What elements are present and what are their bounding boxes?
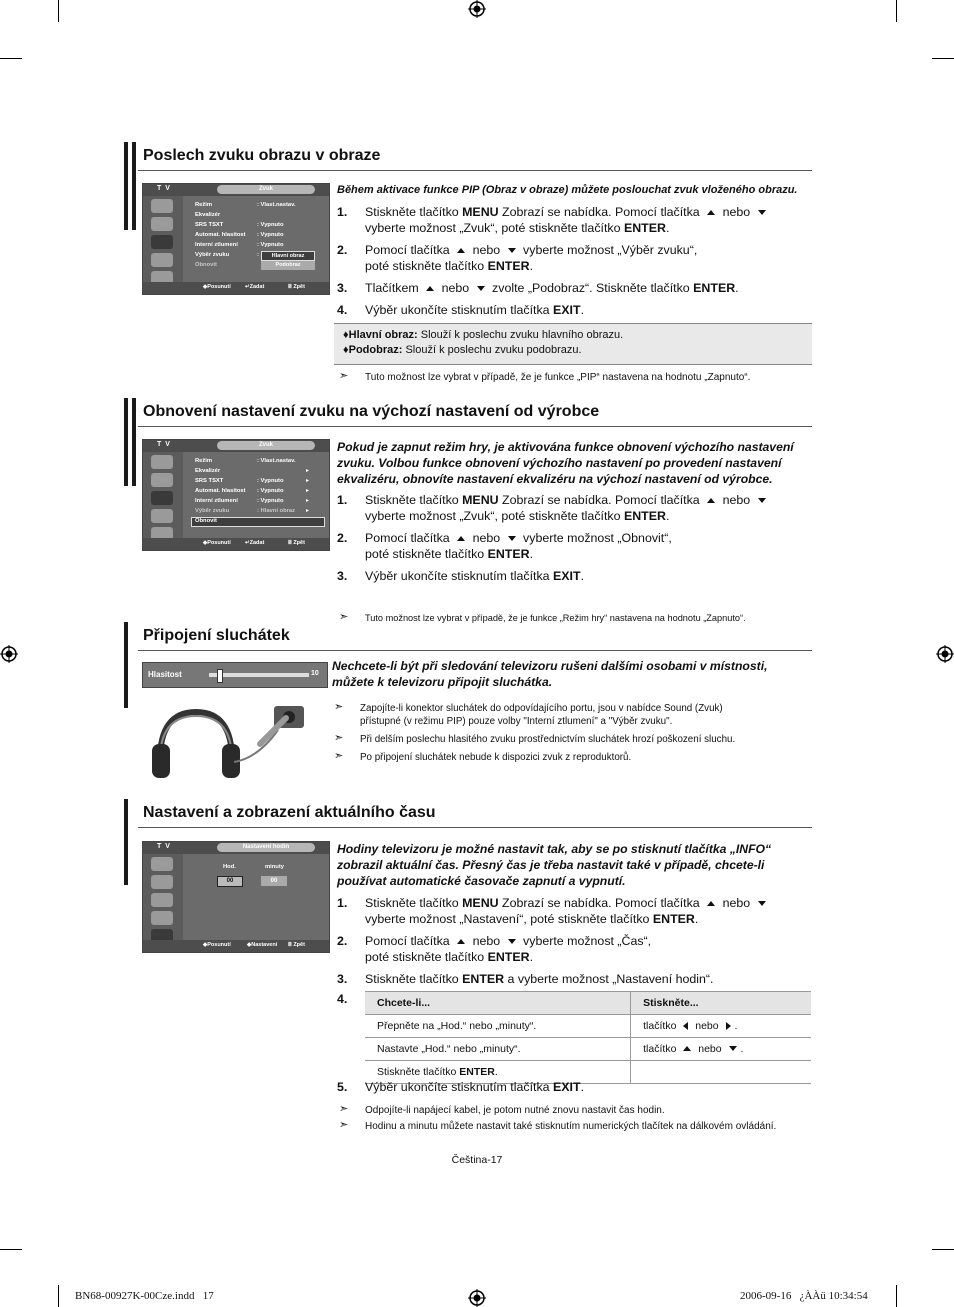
minute-field: 00 xyxy=(261,876,287,886)
osd-menu-title: Nastavení hodin xyxy=(217,843,315,852)
crop-mark xyxy=(58,0,59,22)
popup-option: Podobraz xyxy=(261,261,315,270)
osd-tv-label: T V xyxy=(157,441,171,448)
registration-mark-icon xyxy=(936,645,954,663)
note: ➣ Tuto možnost lze vybrat v případě, že je funkce „Režim hry“ nastavena na hodnotu „Zapnuto“. xyxy=(339,611,746,623)
crop-mark xyxy=(896,1285,897,1307)
chevron-right-icon: ▸ xyxy=(305,478,309,484)
section-bar xyxy=(124,398,128,486)
down-arrow-icon xyxy=(508,248,516,253)
table-row: Přepněte na „Hod.“ nebo „minuty“. tlačítko nebo . xyxy=(365,1015,811,1038)
steps-list xyxy=(337,492,812,590)
table-header: Stiskněte... xyxy=(631,992,811,1015)
table-row: Stiskněte tlačítko ENTER. xyxy=(365,1061,811,1084)
step: 1. Stiskněte tlačítko MENU Zobrazí se nabídka. Pomocí tlačítka nebo vyberte možnost „Zvuk“, poté stiskněte tlačítko ENTER. xyxy=(337,204,812,236)
note-arrow-icon: ➣ xyxy=(339,611,349,623)
section-divider xyxy=(138,827,812,828)
volume-label: Hlasitost xyxy=(148,670,182,679)
osd-menu-title: Zvuk xyxy=(217,441,315,450)
note-arrow-icon: ➣ xyxy=(334,750,344,762)
minute-label: minuty xyxy=(265,864,285,870)
osd-hint: ◆Posunutí xyxy=(203,284,231,290)
up-arrow-icon xyxy=(683,1046,691,1051)
osd-row: Automat. hlasitost : Vypnuto xyxy=(195,232,284,238)
osd-row-selected: Obnovit xyxy=(195,518,217,524)
osd-row: Výběr zvuku : xyxy=(195,252,259,258)
right-arrow-icon xyxy=(726,1022,731,1030)
section-divider xyxy=(138,426,812,427)
sound-icon xyxy=(151,235,173,249)
volume-bar xyxy=(209,673,309,677)
step: 3. Tlačítkem nebo zvolte „Podobraz“. Stiskněte tlačítko ENTER. xyxy=(337,281,739,295)
hour-field: 00 xyxy=(217,876,243,887)
crop-mark xyxy=(932,1249,954,1250)
osd-row: Ekvalizér xyxy=(195,212,221,218)
note: ➣ Odpojíte-li napájecí kabel, je potom nutné znovu nastavit čas hodin. xyxy=(339,1103,665,1116)
note: ➣ Při delším poslechu hlasitého zvuku prostřednictvím sluchátek hrozí poškození sluchu. xyxy=(334,732,736,745)
setup-icon xyxy=(151,253,173,267)
crop-mark xyxy=(896,0,897,22)
section-intro: Pokud je zapnut režim hry, je aktivována funkce obnovení výchozího nastavení zvuku. Volbou funkce obnovení výchozího nastavení po provedení nastavení ekvalizéru, obnovíte nastavení ekvalizéru na výchozí nastavení od výrobce. xyxy=(337,440,794,486)
step: 3. Výběr ukončíte stisknutím tlačítka EXIT. xyxy=(337,569,585,583)
up-arrow-icon xyxy=(426,286,434,291)
osd-row: Interní ztlumení : Vypnuto xyxy=(195,498,284,504)
section-bar xyxy=(132,142,136,230)
osd-row: Režim : Vlast.nastav. xyxy=(195,202,296,208)
note-arrow-icon: ➣ xyxy=(334,732,344,744)
tv-clock-menu xyxy=(142,841,330,953)
crop-mark xyxy=(0,58,22,59)
osd-row: Interní ztlumení : Vypnuto xyxy=(195,242,284,248)
left-arrow-icon xyxy=(683,1022,688,1030)
channel-icon xyxy=(151,217,173,231)
section-bar xyxy=(132,398,136,486)
osd-menu-title: Zvuk xyxy=(217,185,315,194)
up-arrow-icon xyxy=(707,901,715,906)
crop-mark xyxy=(932,58,954,59)
volume-slider-handle xyxy=(217,669,223,683)
setup-icon xyxy=(151,509,173,523)
note-arrow-icon: ➣ xyxy=(339,1119,349,1131)
down-arrow-icon xyxy=(758,210,766,215)
section-intro: Hodiny televizoru je možné nastavit tak, aby se po stisknutí tlačítka „INFO“ zobrazil aktuální čas. Přesný čas je třeba nastavit také v případě, chcete-li používat automatické časovače zapnutí a vypnutí. xyxy=(337,842,772,888)
note: ➣ Zapojíte-li konektor sluchátek do odpovídajícího portu, jsou v nabídce Sound (Zvuk) přístupné (v režimu PIP) pouze volby "Interní ztlumení" a "Výběr zvuku". xyxy=(334,701,723,727)
down-arrow-icon xyxy=(758,901,766,906)
picture-icon xyxy=(151,199,173,213)
step: 1. Stiskněte tlačítko MENU Zobrazí se nabídka. Pomocí tlačítka nebo vyberte možnost „Nastavení“, poté stiskněte tlačítko ENTER. xyxy=(337,895,812,927)
tv-sound-menu xyxy=(142,439,330,551)
chevron-right-icon: ▸ xyxy=(305,508,309,514)
step: 5. Výběr ukončíte stisknutím tlačítka EXIT. xyxy=(337,1080,585,1094)
tv-sound-menu xyxy=(142,183,330,295)
osd-tv-label: T V xyxy=(157,843,171,850)
step: 4. Výběr ukončíte stisknutím tlačítka EXIT. xyxy=(337,303,585,317)
crop-mark xyxy=(58,1285,59,1307)
section-divider xyxy=(138,170,812,171)
file-slug: BN68-00927K-00Cze.indd 17 xyxy=(75,1290,214,1302)
section-bar xyxy=(124,622,128,708)
step: 4. Chcete-li... Stiskněte... Přepněte na „Hod.“ nebo „minuty“. tlačítko nebo . Nastavte „Hod.“ nebo „minuty“. tlačítko nebo . Stiskněte tlačítko ENTER. xyxy=(337,991,812,1073)
step: 2. Pomocí tlačítka nebo vyberte možnost „Výběr zvuku“, poté stiskněte tlačítko ENTER. xyxy=(337,243,698,273)
channel-icon xyxy=(151,875,173,889)
up-arrow-icon xyxy=(707,498,715,503)
note: ➣ Tuto možnost lze vybrat v případě, že je funkce „PIP“ nastavena na hodnotu „Zapnuto“. xyxy=(339,370,751,383)
osd-row: SRS TSXT : Vypnuto xyxy=(195,478,284,484)
up-arrow-icon xyxy=(457,536,465,541)
date-slug: 2006-09-16 ¿ÀÀü 10:34:54 xyxy=(740,1290,868,1302)
step: 2. Pomocí tlačítka nebo vyberte možnost „Obnovit“, poté stiskněte tlačítko ENTER. xyxy=(337,531,672,561)
osd-hint: ↵Zadat xyxy=(245,540,265,546)
volume-osd xyxy=(142,662,328,688)
chevron-right-icon: ▸ xyxy=(305,468,309,474)
picture-icon xyxy=(151,455,173,469)
osd-row: Režim : Vlast.nastav. xyxy=(195,458,296,464)
volume-value: 10 xyxy=(311,670,319,677)
step: 3. Stiskněte tlačítko ENTER a vyberte možnost „Nastavení hodin“. xyxy=(337,972,714,986)
input-icon xyxy=(151,911,173,925)
channel-icon xyxy=(151,473,173,487)
osd-hint: ◆Posunutí xyxy=(203,942,231,948)
chevron-right-icon: ▸ xyxy=(305,488,309,494)
section-title: Nastavení a zobrazení aktuálního času xyxy=(143,804,436,821)
note-arrow-icon: ➣ xyxy=(339,370,349,382)
hour-label: Hod. xyxy=(223,864,236,870)
osd-hint: Ⅲ Zpět xyxy=(288,540,305,546)
step: 2. Pomocí tlačítka nebo vyberte možnost „Čas“, poté stiskněte tlačítko ENTER. xyxy=(337,934,652,964)
down-arrow-icon xyxy=(477,286,485,291)
registration-mark-icon xyxy=(468,0,486,18)
info-item: ♦Hlavní obraz: Slouží k poslechu zvuku hlavního obrazu. xyxy=(343,329,624,341)
section-title: Obnovení nastavení zvuku na výchozí nastavení od výrobce xyxy=(143,403,600,420)
headphones-icon xyxy=(148,700,328,784)
steps-list xyxy=(337,204,812,324)
down-arrow-icon xyxy=(729,1046,737,1051)
notes-list xyxy=(337,1104,812,1138)
osd-tv-label: T V xyxy=(157,185,171,192)
notes-list xyxy=(332,702,812,769)
sound-icon xyxy=(151,893,173,907)
section-intro: Nechcete-li být při sledování televizoru rušeni dalšími osobami v místnosti, můžete k televizoru připojit sluchátka. xyxy=(332,659,768,689)
osd-hint: ↵Zadat xyxy=(245,284,265,290)
registration-mark-icon xyxy=(468,1289,486,1307)
up-arrow-icon xyxy=(707,210,715,215)
section-title: Připojení sluchátek xyxy=(143,627,290,644)
down-arrow-icon xyxy=(758,498,766,503)
osd-row: Ekvalizér xyxy=(195,468,221,474)
osd-row: SRS TSXT : Vypnuto xyxy=(195,222,284,228)
section-bar xyxy=(124,142,128,230)
chevron-right-icon: ▸ xyxy=(305,498,309,504)
note-arrow-icon: ➣ xyxy=(334,701,344,713)
up-arrow-icon xyxy=(457,248,465,253)
controls-table xyxy=(365,991,811,1084)
osd-hint: Ⅲ Zpět xyxy=(288,284,305,290)
note-arrow-icon: ➣ xyxy=(339,1103,349,1115)
popup-option-selected: Hlavní obraz xyxy=(261,251,315,261)
table-header: Chcete-li... xyxy=(365,992,631,1015)
picture-icon xyxy=(151,857,173,871)
section-title: Poslech zvuku obrazu v obraze xyxy=(143,147,381,164)
info-box xyxy=(334,323,812,365)
section-divider xyxy=(138,650,812,651)
note: ➣ Po připojení sluchátek nebude k dispozici zvuk z reproduktorů. xyxy=(334,750,632,763)
table-row: Nastavte „Hod.“ nebo „minuty“. tlačítko nebo . xyxy=(365,1038,811,1061)
section-intro: Během aktivace funkce PIP (Obraz v obraze) můžete poslouchat zvuk vloženého obrazu. xyxy=(337,184,798,196)
info-item: ♦Podobraz: Slouží k poslechu zvuku podobrazu. xyxy=(343,344,582,356)
registration-mark-icon xyxy=(0,645,18,663)
note: ➣ Hodinu a minutu můžete nastavit také stisknutím numerických tlačítek na dálkovém ovládání. xyxy=(339,1119,777,1132)
osd-row: Obnovit xyxy=(195,262,217,268)
osd-row: Výběr zvuku : Hlavní obraz xyxy=(195,508,296,514)
osd-hint: ◆Nastavení xyxy=(247,942,278,948)
sound-icon xyxy=(151,491,173,505)
down-arrow-icon xyxy=(508,536,516,541)
osd-hint: Ⅲ Zpět xyxy=(288,942,305,948)
section-bar xyxy=(124,799,128,885)
down-arrow-icon xyxy=(508,939,516,944)
page-number: Čeština-17 xyxy=(451,1154,503,1166)
osd-hint: ◆Posunutí xyxy=(203,540,231,546)
up-arrow-icon xyxy=(457,939,465,944)
steps-list xyxy=(337,895,812,1101)
step: 1. Stiskněte tlačítko MENU Zobrazí se nabídka. Pomocí tlačítka nebo vyberte možnost „Zvuk“, poté stiskněte tlačítko ENTER. xyxy=(337,492,812,524)
crop-mark xyxy=(0,1249,22,1250)
osd-row: Automat. hlasitost : Vypnuto xyxy=(195,488,284,494)
